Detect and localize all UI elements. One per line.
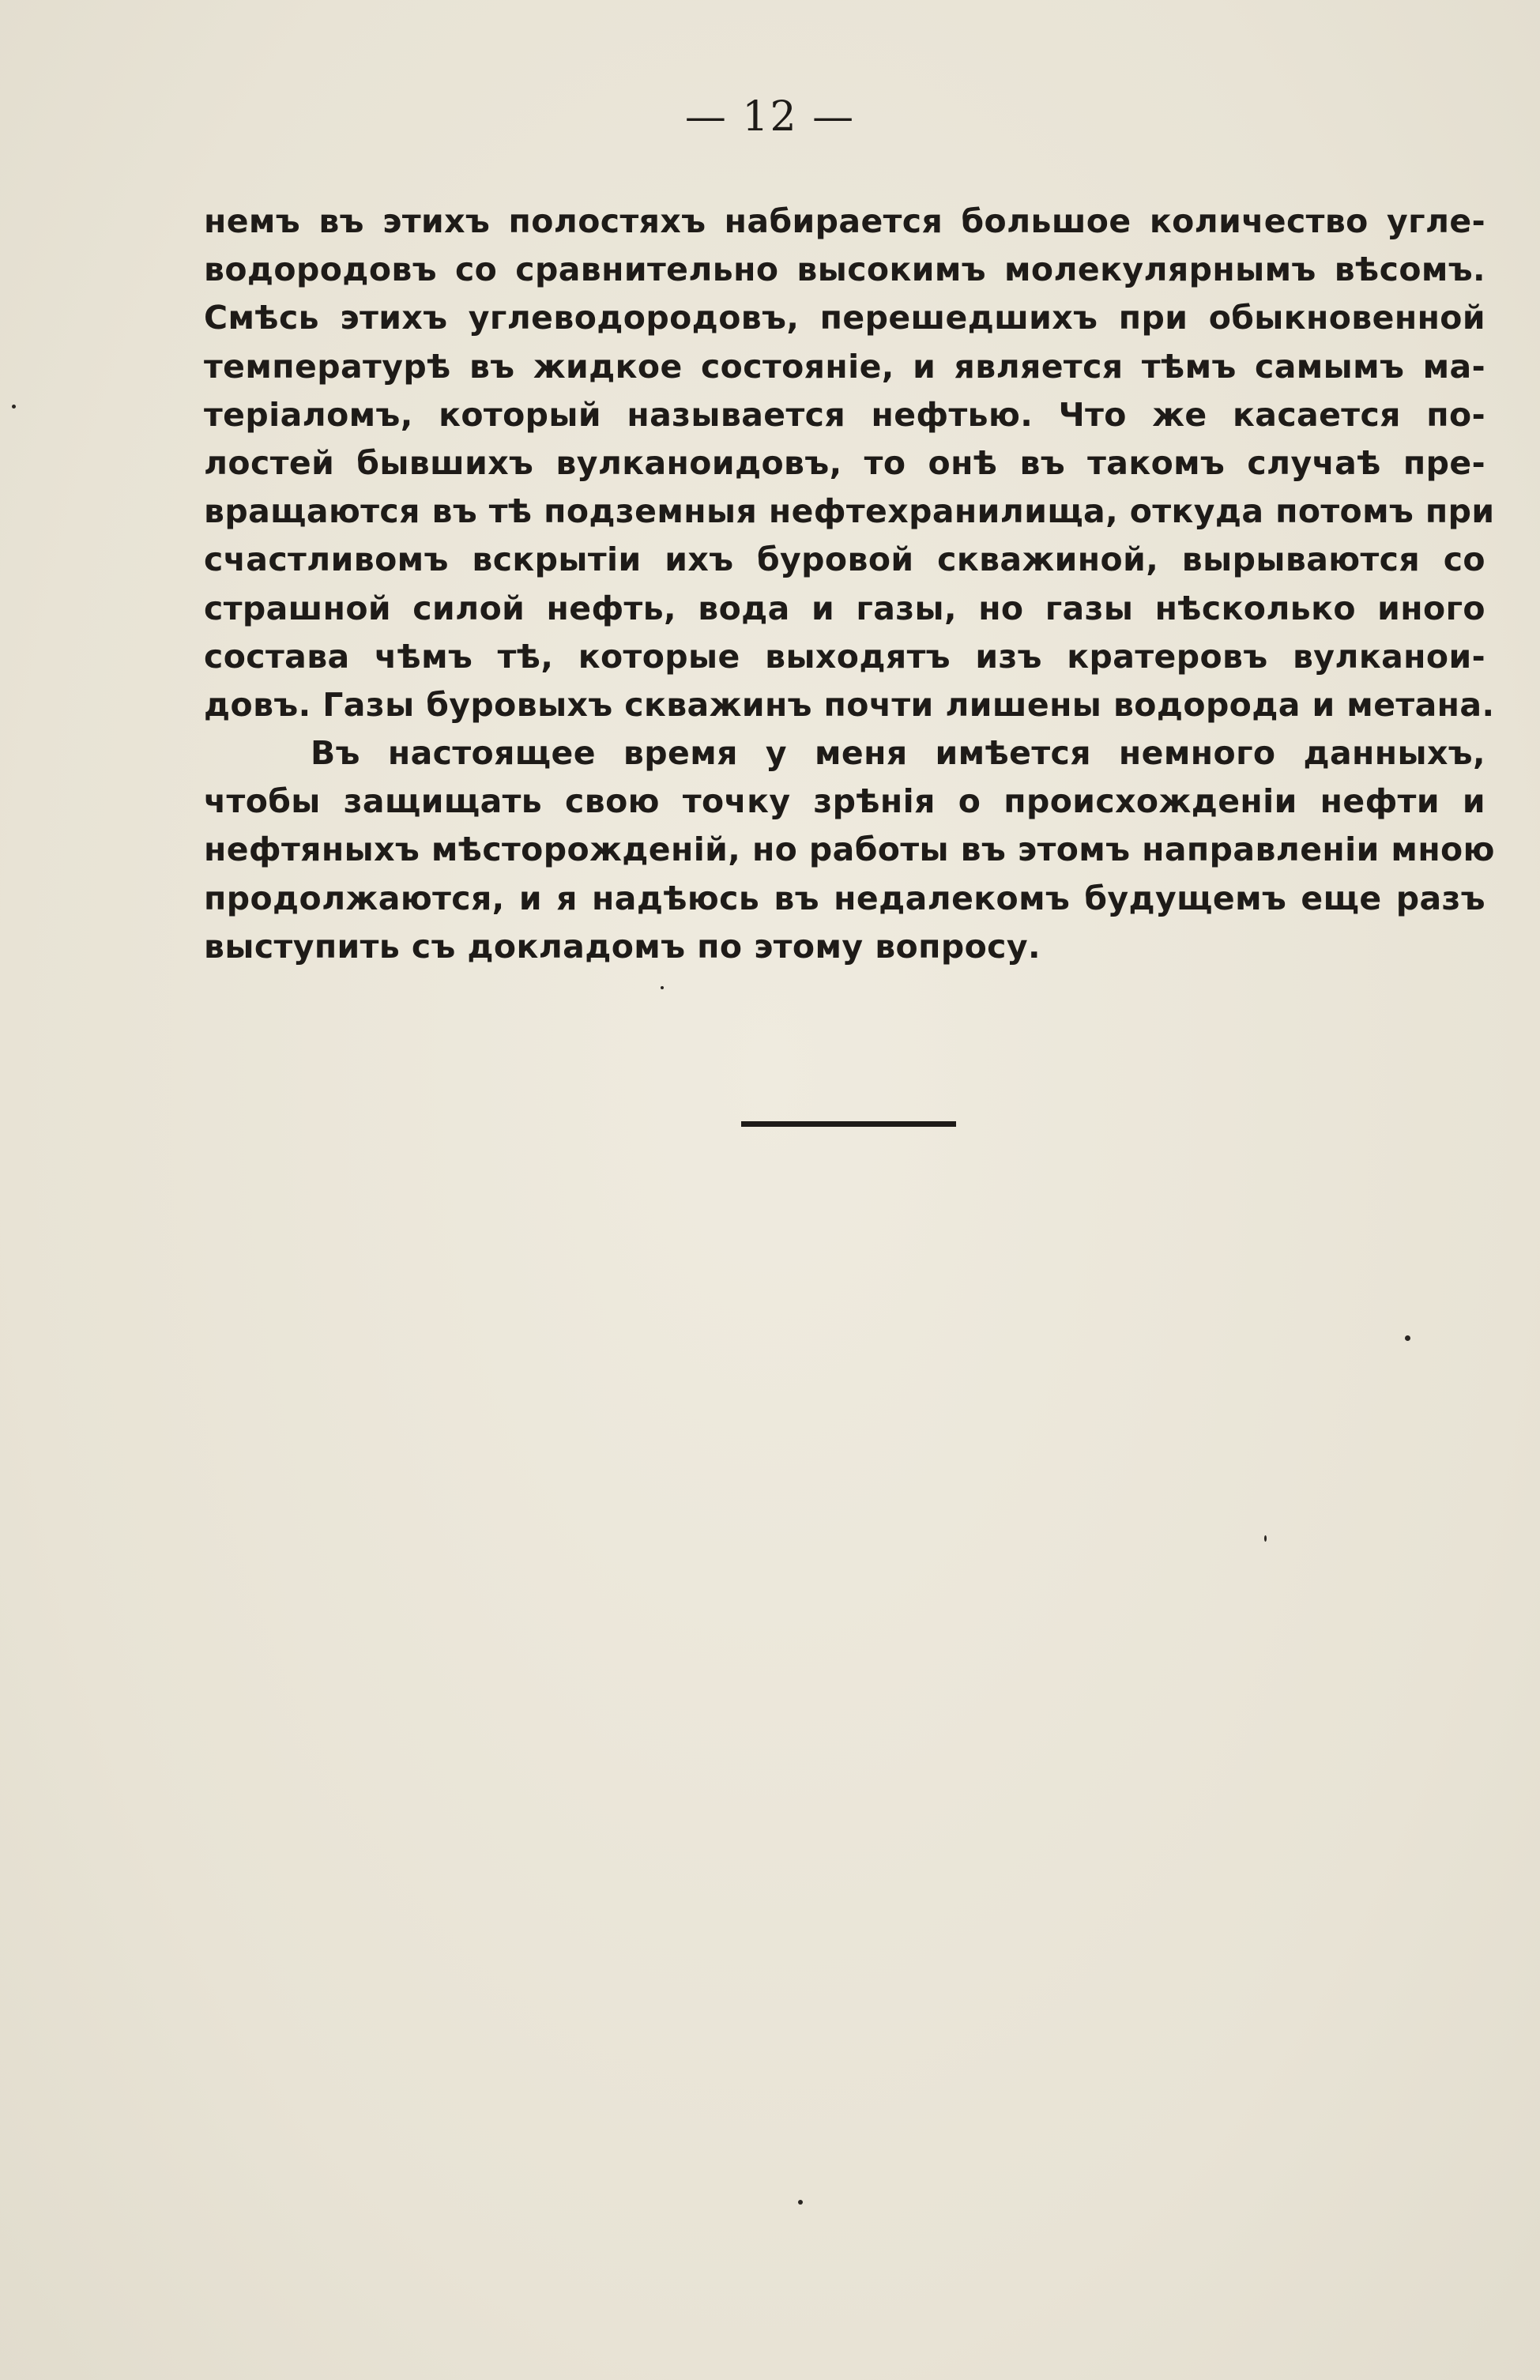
text-line: терiаломъ, который называется нефтью. Что же касается по-	[204, 395, 1485, 434]
text-line: нефтяныхъ мѣсторожденiй, но работы въ этомъ направленiи мною	[204, 830, 1495, 869]
print-speck	[661, 986, 664, 989]
print-speck	[1405, 1335, 1410, 1341]
text-line: счастливомъ вскрытiи ихъ буровой скважиной, вырываются со	[204, 540, 1485, 579]
text-line: водородовъ со сравнительно высокимъ молекулярнымъ вѣсомъ.	[204, 250, 1485, 289]
paragraph-first-line: Въ настоящее время у меня имѣется немного данныхъ,	[311, 734, 1485, 773]
text-line: температурѣ въ жидкое состоянiе, и является тѣмъ самымъ ма-	[204, 347, 1485, 386]
text-line: довъ. Газы буровыхъ скважинъ почти лишены водорода и метана.	[204, 685, 1495, 724]
text-line: немъ въ этихъ полостяхъ набирается большое количество угле-	[204, 202, 1485, 240]
page-number: — 12 —	[684, 93, 856, 141]
text-line: лостей бывшихъ вулканоидовъ, то онѣ въ такомъ случаѣ пре-	[204, 443, 1485, 482]
print-speck	[12, 405, 16, 409]
text-line: состава чѣмъ тѣ, которые выходятъ изъ кратеровъ вулканои-	[204, 637, 1485, 676]
text-line: продолжаются, и я надѣюсь въ недалекомъ будущемъ еще разъ	[204, 879, 1485, 917]
text-line: вращаются въ тѣ подземныя нефтехранилища, откуда потомъ при	[204, 492, 1495, 531]
end-rule	[741, 1121, 956, 1127]
text-line: страшной силой нефть, вода и газы, но газы нѣсколько иного	[204, 589, 1485, 627]
print-speck	[798, 2200, 803, 2205]
print-speck	[1264, 1535, 1267, 1542]
text-line: Смѣсь этихъ углеводородовъ, перешедшихъ при обыкновенной	[204, 299, 1485, 337]
body-text	[204, 198, 1495, 971]
text-line: чтобы защищать свою точку зрѣнiя о происхожденiи нефти и	[204, 782, 1485, 821]
paragraph-last-line: выступить съ докладомъ по этому вопросу.	[204, 927, 1041, 966]
